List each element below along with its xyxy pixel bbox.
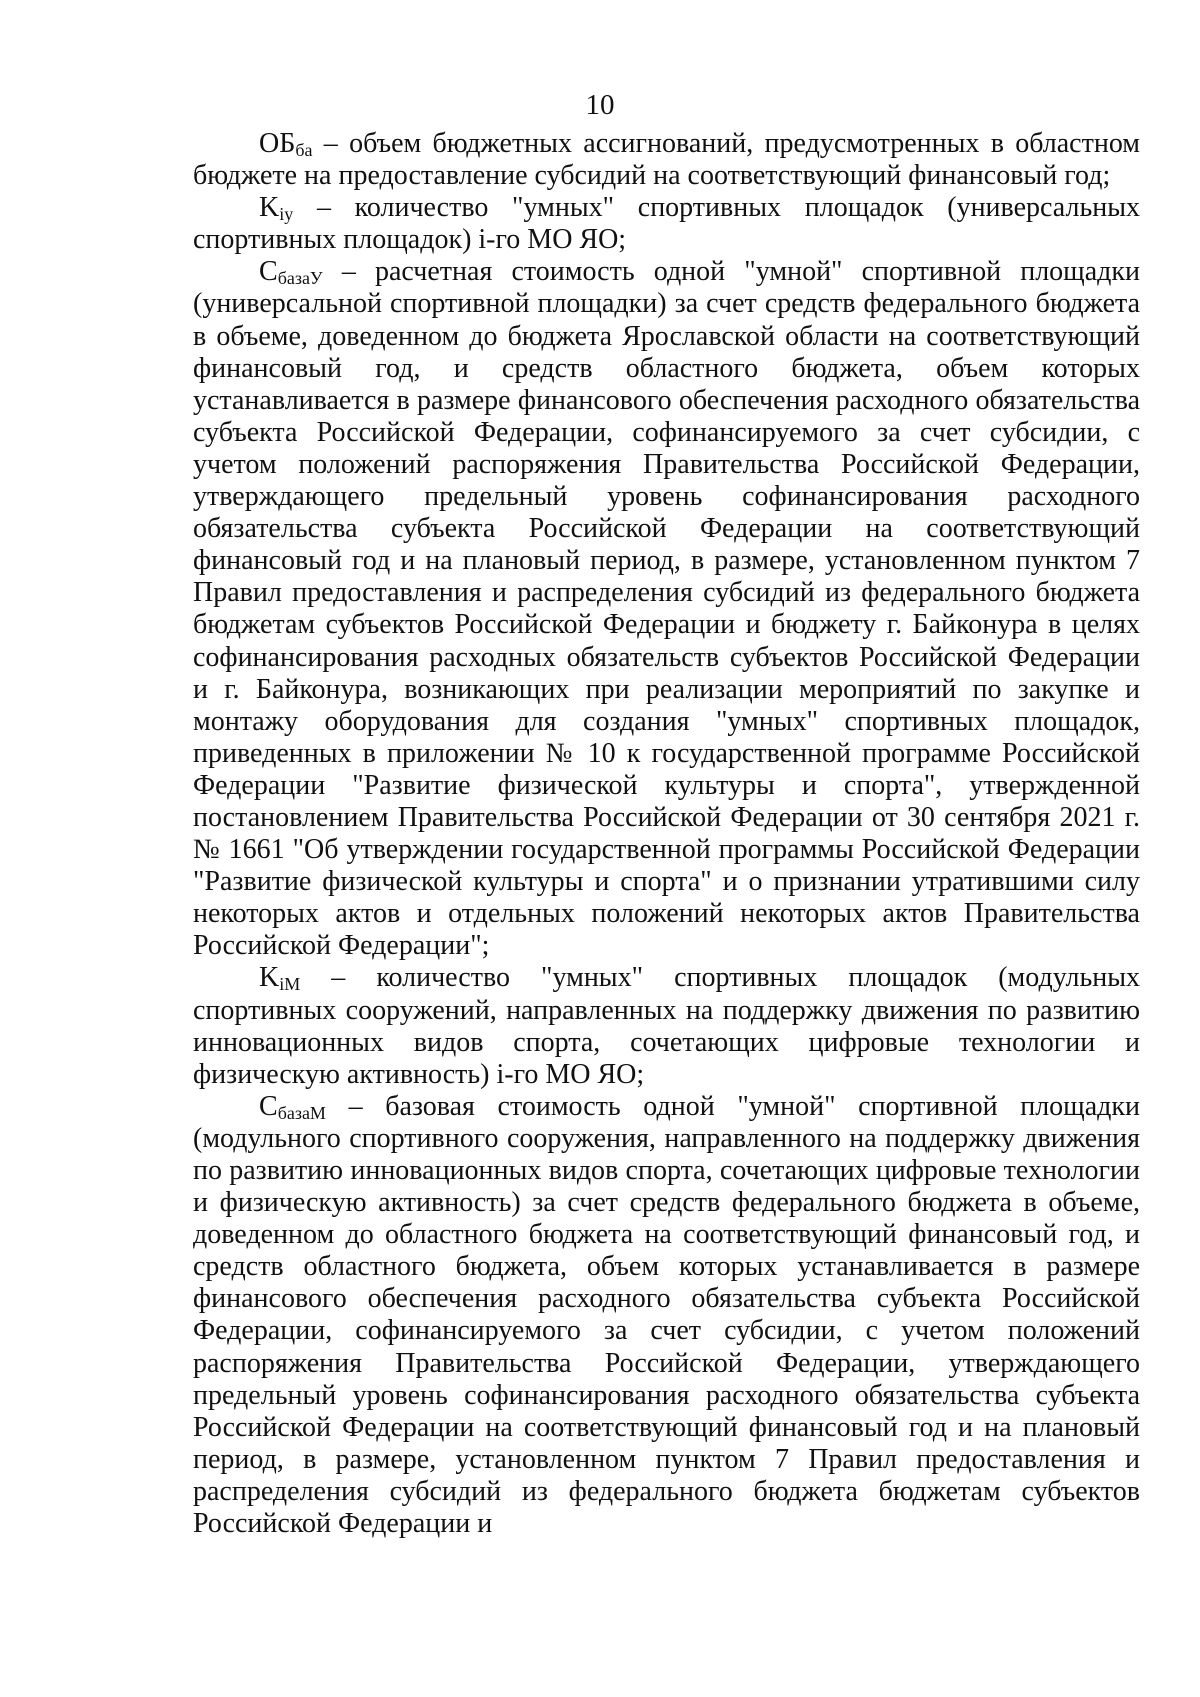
formula-symbol [259, 962, 300, 993]
definition-text: – количество "умных" спортивных площадок (универсальных спортивных площадок) i-го МО ЯО; [193, 192, 1141, 256]
symbol-main: С [259, 1090, 278, 1122]
symbol-main: ОБ [259, 128, 296, 159]
page-number: 10 [585, 89, 615, 121]
definition-text: – базовая стоимость одной "умной" спортивной площадки (модульного спортивного сооружения, направленного на поддержку движения по развитию инновационных видов спорта, сочетающих цифровые технологии и физическую активность) за счет средств федерального бюджета в объеме, доведенном до областного бюджета на соответствующий финансовый год, и средств областного бюджета, объем которых устанавливается в размере финансового обеспечения расходного обязательства субъекта Российской Федерации, софинансируемого за счет субсидии, с учетом положений распоряжения Правительства Российской Федерации, утверждающего предельный уровень софинансирования расходного обязательства субъекта Российской Федерации на соответствующий финансовый год и на плановый период, в размере, установленном пунктом 7 Правил предоставления и распределения субсидий из федерального бюджета бюджетам субъектов Российской Федерации и [193, 1090, 1140, 1540]
definition-text: – расчетная стоимость одной "умной" спортивной площадки (универсальной спортивной площадки) за счет средств федерального бюджета в объеме, доведенном до бюджета Ярославской области на соответствующий финансовый год, и средств областного бюджета, объем которых устанавливается в размере финансового обеспечения расходного обязательства субъекта Российской Федерации, софинансируемого за счет субсидии, с учетом положений распоряжения Правительства Российской Федерации, утверждающего предельный уровень софинансирования расходного обязательства субъекта Российской Федерации на соответствующий финансовый год и на плановый период, в размере, установленном пунктом 7 Правил предоставления и распределения субсидий из федерального бюджета бюджетам субъектов Российской Федерации и бюджету г. Байконура в целях софинансирования расходных обязательств субъектов Российской Федерации и г. Байконура, возникающих при реализации мероприятий по закупке и монтажу оборудования для создания "умных" спортивных площадок, приведенных в приложении № 10 к государственной программе Российской Федерации "Развитие физической культуры и спорта", утвержденной постановлением Правительства Российской Федерации от 30 сентября 2021 г. № 1661 "Об утверждении государственной программы Российской Федерации "Развитие физической культуры и спорта" и о признании утратившими силу некоторых актов и отдельных положений некоторых актов Правительства Российской Федерации"; [193, 256, 1141, 962]
formula-symbol [259, 192, 293, 223]
definition-text: – количество "умных" спортивных площадок (модульных спортивных сооружений, направленных на поддержку движения по развитию инновационных видов спорта, сочетающих цифровые технологии и физическую активность) i-го МО ЯО; [193, 962, 1141, 1090]
definition-k-iu [193, 192, 1140, 256]
symbol-subscript: базаМ [277, 1102, 326, 1123]
definition-c-baza-u [193, 256, 1140, 962]
symbol-main: K [259, 962, 280, 994]
definition-ob-ba [193, 128, 1140, 192]
symbol-main: K [259, 192, 280, 224]
definition-k-im [193, 962, 1140, 1090]
symbol-subscript: iу [279, 204, 294, 225]
definition-text: – объем бюджетных ассигнований, предусмотренных в областном бюджете на предоставление субсидий на соответствующий финансовый год; [193, 128, 1141, 192]
symbol-subscript: ба [295, 140, 313, 160]
formula-symbol [259, 1091, 326, 1122]
symbol-main: С [259, 256, 278, 288]
definition-c-baza-m [193, 1091, 1140, 1540]
symbol-subscript: iМ [279, 974, 301, 995]
symbol-subscript: базаУ [277, 268, 323, 289]
document-body [193, 128, 1140, 1540]
formula-symbol [259, 256, 323, 287]
formula-symbol [259, 128, 312, 159]
